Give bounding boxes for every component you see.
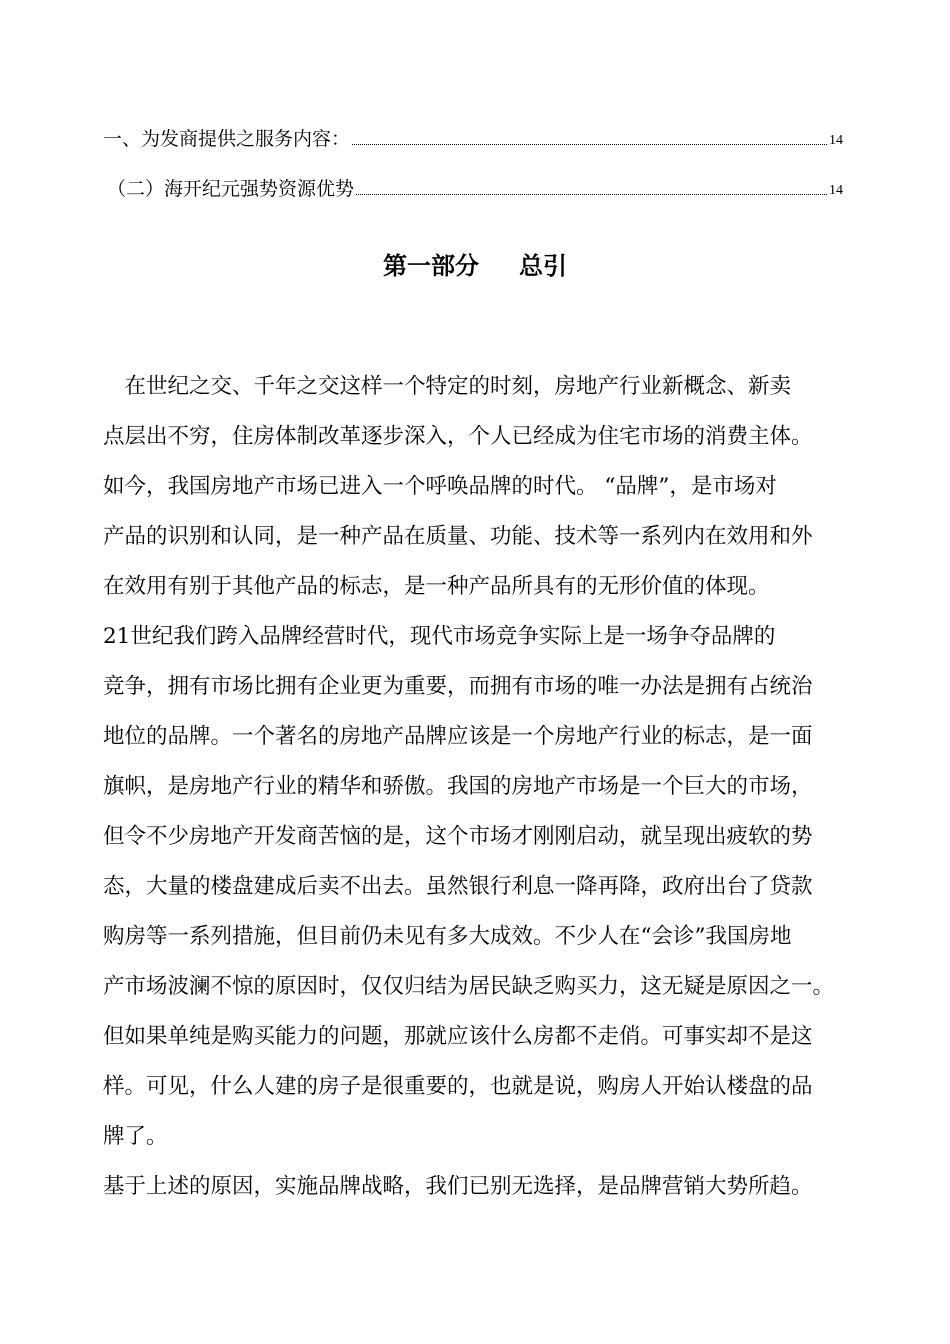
toc-page-number: 14 xyxy=(829,133,843,148)
body-text xyxy=(103,362,847,1212)
paragraph xyxy=(103,612,847,1162)
text-line: 产品的识别和认同，是一种产品在质量、功能、技术等一系列内在效用和外 xyxy=(103,524,813,549)
text-line: 点层出不穷，住房体制改革逐步深入，个人已经成为住宅市场的消费主体。 xyxy=(103,424,813,449)
toc-page-number: 14 xyxy=(829,183,843,198)
toc-entry-title: （二）海开纪元强势资源优势 xyxy=(107,178,355,200)
text-line: 在效用有别于其他产品的标志，是一种产品所具有的无形价值的体现。 xyxy=(103,574,770,599)
text-line: 旗帜，是房地产行业的精华和骄傲。我国的房地产市场是一个巨大的市场， xyxy=(103,774,813,799)
text-line: 购房等一系列措施，但目前仍未见有多大成效。不少人在“会诊”我国房地 xyxy=(103,924,792,949)
text-line: 21世纪我们跨入品牌经营时代，现代市场竞争实际上是一场争夺品牌的 xyxy=(103,624,776,649)
text-line: 但令不少房地产开发商苦恼的是，这个市场才刚刚启动，就呈现出疲软的势 xyxy=(103,824,813,849)
paragraph xyxy=(103,362,847,612)
section-part-label: 第一部分 xyxy=(383,252,479,280)
text-line: 牌了。 xyxy=(103,1124,168,1149)
table-of-contents xyxy=(103,124,843,224)
section-title-text: 总引 xyxy=(519,252,567,280)
text-line: 样。可见，什么人建的房子是很重要的，也就是说，购房人开始认楼盘的品 xyxy=(103,1074,813,1099)
text-line: 基于上述的原因，实施品牌战略，我们已别无选择，是品牌营销大势所趋。 xyxy=(103,1174,813,1199)
text-line: 但如果单纯是购买能力的问题，那就应该什么房都不走俏。可事实却不是这 xyxy=(103,1024,813,1049)
toc-entry-title: 一、为发商提供之服务内容： xyxy=(103,128,351,150)
text-line: 态，大量的楼盘建成后卖不出去。虽然银行利息一降再降，政府出台了贷款 xyxy=(103,874,813,899)
text-line: 如今，我国房地产市场已进入一个呼唤品牌的时代。 “品牌”，是市场对 xyxy=(103,474,777,499)
text-line: 地位的品牌。一个著名的房地产品牌应该是一个房地产行业的标志，是一面 xyxy=(103,724,813,749)
text-line: 产市场波澜不惊的原因时，仅仅归结为居民缺乏购买力，这无疑是原因之一。 xyxy=(103,974,835,999)
toc-dot-leader xyxy=(356,193,827,195)
text-line: 竞争，拥有市场比拥有企业更为重要，而拥有市场的唯一办法是拥有占统治 xyxy=(103,674,813,699)
toc-dot-leader xyxy=(352,143,827,145)
section-heading xyxy=(0,246,950,286)
text-line: 在世纪之交、千年之交这样一个特定的时刻，房地产行业新概念、新卖 xyxy=(103,374,792,399)
paragraph xyxy=(103,1162,847,1212)
toc-entry[interactable] xyxy=(103,124,843,154)
toc-entry[interactable] xyxy=(103,174,843,204)
